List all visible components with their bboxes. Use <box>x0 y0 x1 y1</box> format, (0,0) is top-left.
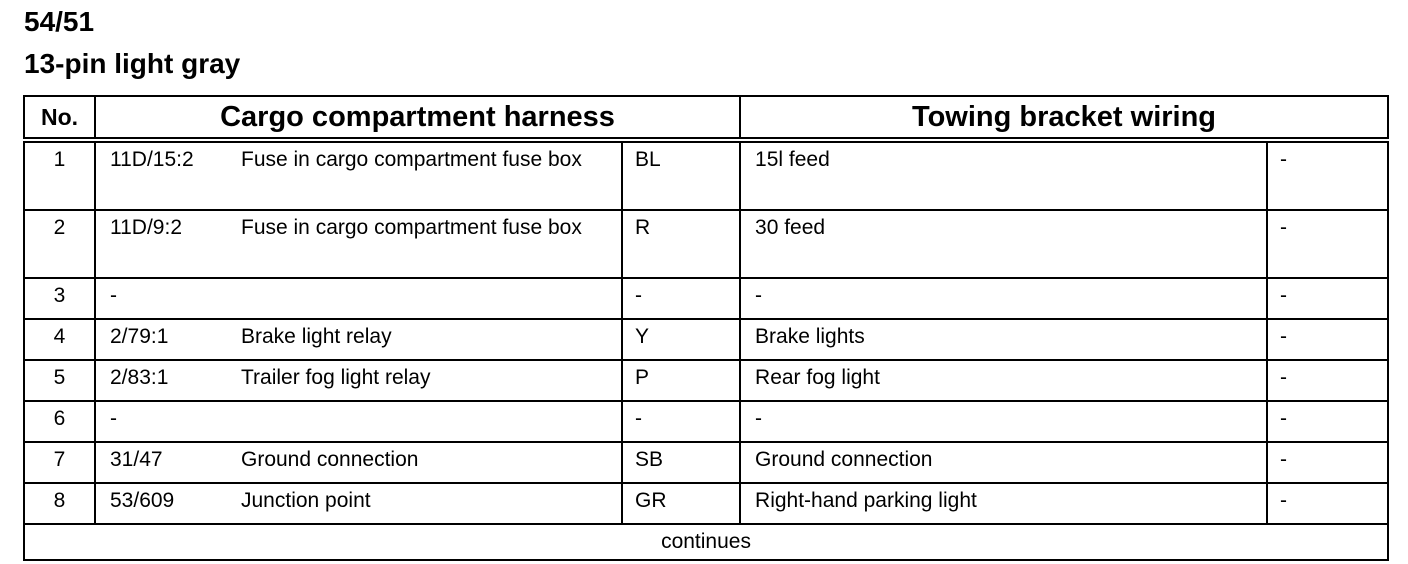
towing-function: 30 feed <box>740 210 1267 278</box>
pin-number: 1 <box>24 140 95 210</box>
wire-color: R <box>622 210 740 278</box>
component-description: Ground connection <box>237 442 622 483</box>
pin-number: 7 <box>24 442 95 483</box>
component-description: Fuse in cargo compartment fuse box <box>237 140 622 210</box>
table-row <box>24 442 1388 483</box>
table-row <box>24 210 1388 278</box>
towing-extra: - <box>1267 360 1388 401</box>
component-code: 53/609 <box>95 483 237 524</box>
towing-function: - <box>740 401 1267 442</box>
table-row <box>24 319 1388 360</box>
table-row <box>24 401 1388 442</box>
table-body <box>24 140 1388 560</box>
towing-extra: - <box>1267 210 1388 278</box>
pin-number: 3 <box>24 278 95 319</box>
component-code: 11D/15:2 <box>95 140 237 210</box>
pin-number: 8 <box>24 483 95 524</box>
continues-note: continues <box>24 524 1388 560</box>
towing-extra: - <box>1267 278 1388 319</box>
component-description <box>237 401 622 442</box>
towing-function: - <box>740 278 1267 319</box>
component-code: - <box>95 401 237 442</box>
towing-extra: - <box>1267 140 1388 210</box>
header-no: No. <box>24 96 95 140</box>
towing-function: Right-hand parking light <box>740 483 1267 524</box>
pin-number: 2 <box>24 210 95 278</box>
component-code: 11D/9:2 <box>95 210 237 278</box>
table-header-row <box>24 96 1388 140</box>
pinout-table <box>23 95 1389 561</box>
table-row <box>24 360 1388 401</box>
header-cargo-harness: Cargo compartment harness <box>95 96 740 140</box>
towing-function: 15l feed <box>740 140 1267 210</box>
continues-row <box>24 524 1388 560</box>
component-code: 2/79:1 <box>95 319 237 360</box>
pin-number: 6 <box>24 401 95 442</box>
table-row <box>24 140 1388 210</box>
component-description: Trailer fog light relay <box>237 360 622 401</box>
towing-function: Ground connection <box>740 442 1267 483</box>
towing-extra: - <box>1267 319 1388 360</box>
table-row <box>24 483 1388 524</box>
wire-color: P <box>622 360 740 401</box>
component-description: Brake light relay <box>237 319 622 360</box>
component-description <box>237 278 622 319</box>
component-code: 31/47 <box>95 442 237 483</box>
towing-extra: - <box>1267 442 1388 483</box>
pin-number: 5 <box>24 360 95 401</box>
towing-extra: - <box>1267 401 1388 442</box>
connector-id-title: 54/51 <box>24 6 95 37</box>
wire-color: - <box>622 401 740 442</box>
wire-color: SB <box>622 442 740 483</box>
wire-color: GR <box>622 483 740 524</box>
wire-color: Y <box>622 319 740 360</box>
wire-color: - <box>622 278 740 319</box>
component-description: Junction point <box>237 483 622 524</box>
header-towing-wiring: Towing bracket wiring <box>740 96 1388 140</box>
component-code: - <box>95 278 237 319</box>
pin-number: 4 <box>24 319 95 360</box>
wire-color: BL <box>622 140 740 210</box>
component-code: 2/83:1 <box>95 360 237 401</box>
component-description: Fuse in cargo compartment fuse box <box>237 210 622 278</box>
towing-function: Rear fog light <box>740 360 1267 401</box>
table-row <box>24 278 1388 319</box>
towing-function: Brake lights <box>740 319 1267 360</box>
connector-description-title: 13-pin light gray <box>24 48 241 79</box>
towing-extra: - <box>1267 483 1388 524</box>
